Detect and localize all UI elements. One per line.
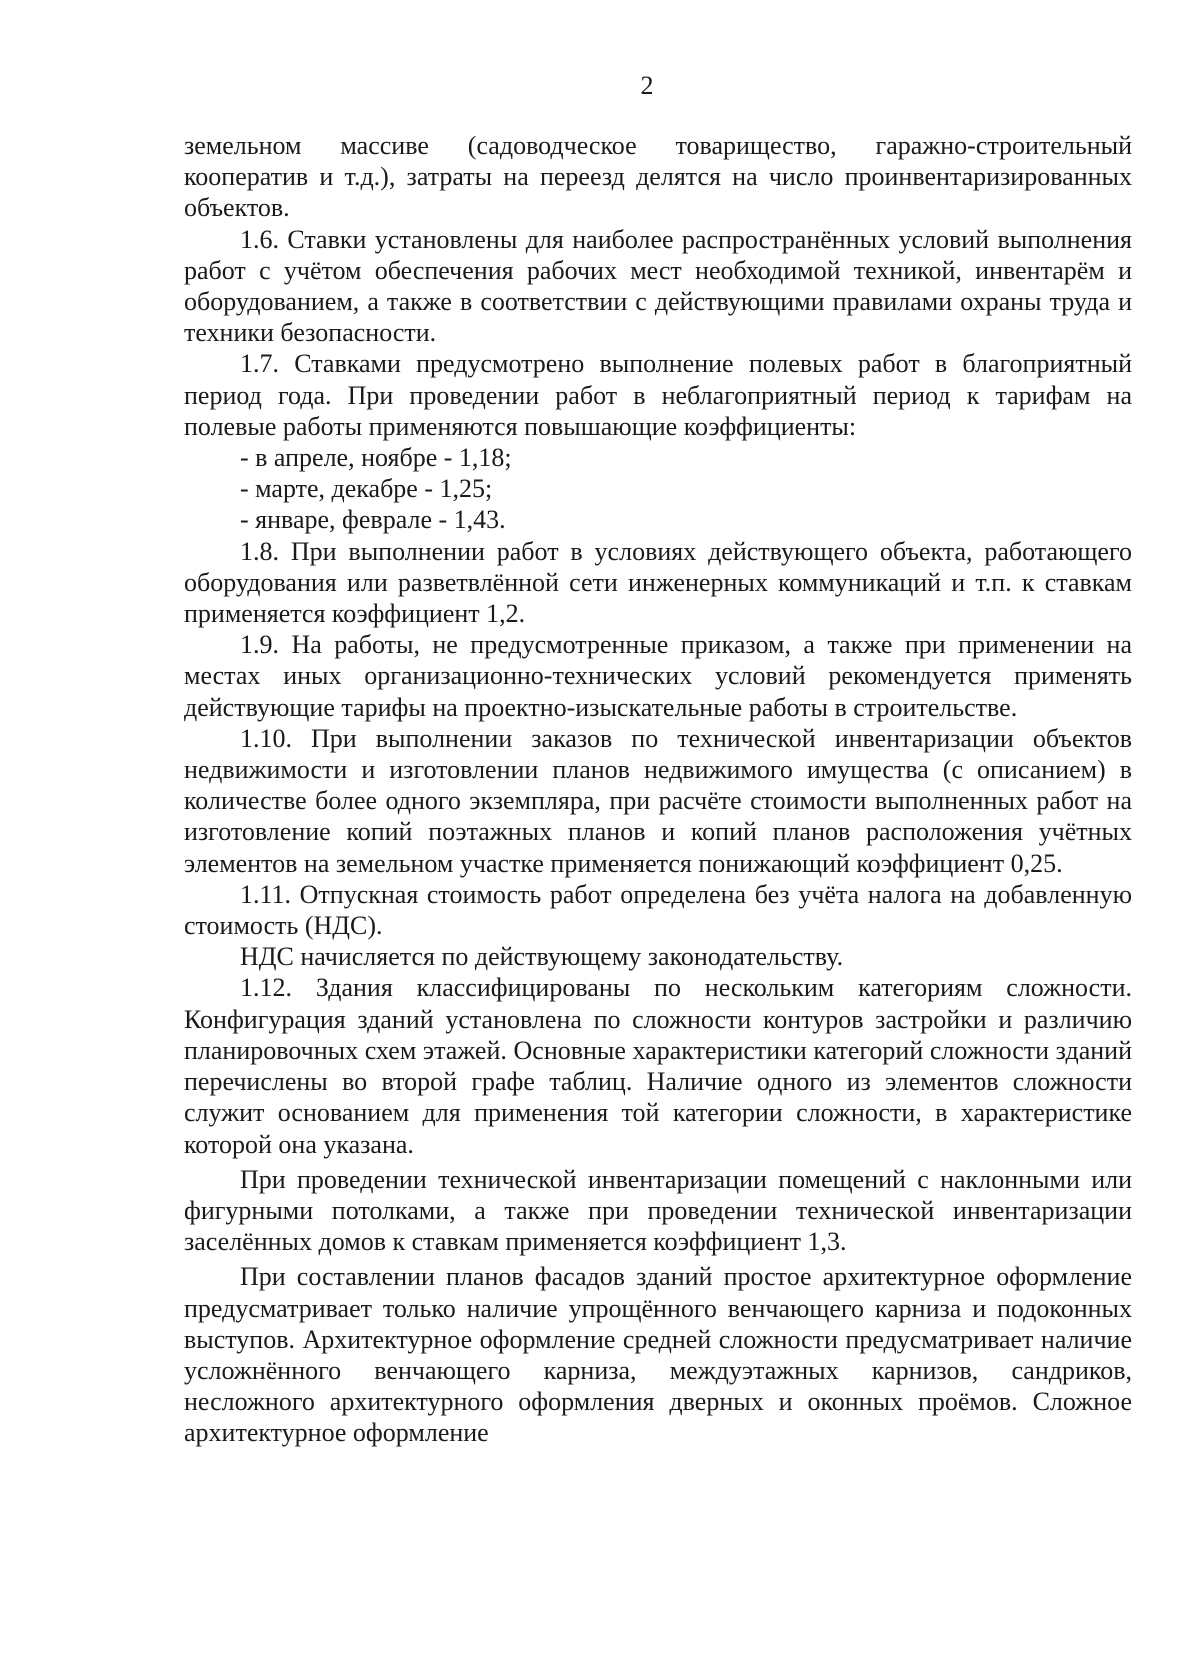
paragraph-1-7: 1.7. Ставками предусмотрено выполнение полевых работ в благоприятный период года. При проведении работ в неблагоприятный период к тарифам на полевые работы применяются повышающие коэффициенты: — [184, 349, 1132, 441]
list-item-april-november: - в апреле, ноябре - 1,18; — [240, 443, 512, 473]
paragraph-1-8: 1.8. При выполнении работ в условиях действующего объекта, работающего оборудования или разветвлённой сети инженерных коммуникаций и т.п. к ставкам применяется коэффициент 1,2. — [184, 536, 1132, 629]
paragraph-1-11: 1.11. Отпускная стоимость работ определена без учёта налога на добавленную стоимость (НДС). — [184, 879, 1132, 941]
paragraph-vat: НДС начисляется по действующему законодательству. — [240, 942, 844, 972]
paragraph-facade-plans: При составлении планов фасадов зданий простое архитектурное оформление предусматривает только наличие упрощённого венчающего карниза и подоконных выступов. Архитектурное оформление средней сложности предусматривает наличие усложнённого венчающего карниза, междуэтажных карнизов, сандриков, несложного архитектурного оформления дверных и оконных проёмов. Сложное архитектурное оформление — [184, 1262, 1132, 1448]
paragraph-land-plot-continuation: земельном массиве (садоводческое товарищество, гаражно-строительный кооператив и т.д.), затраты на переезд делятся на число проинвентаризированных объектов. — [184, 131, 1132, 223]
list-item-march-december: - марте, декабре - 1,25; — [240, 474, 493, 504]
page-number: 2 — [640, 71, 654, 100]
paragraph-1-9: 1.9. На работы, не предусмотренные приказом, а также при применении на местах иных организационно-технических условий рекомендуется применять действующие тарифы на проектно-изыскательные работы в строительстве. — [184, 630, 1132, 722]
document-body — [184, 130, 1132, 1449]
paragraph-1-12: 1.12. Здания классифицированы по нескольким категориям сложности. Конфигурация зданий установлена по сложности контуров застройки и различию планировочных схем этажей. Основные характеристики категорий сложности зданий перечислены во второй графе таблиц. Наличие одного из элементов сложности служит основанием для применения той категории сложности, в характеристике которой она указана. — [184, 973, 1132, 1159]
paragraph-1-6: 1.6. Ставки установлены для наиболее распространённых условий выполнения работ с учётом обеспечения рабочих мест необходимой техникой, инвентарём и оборудованием, а также в соответствии с действующими правилами охраны труда и техники безопасности. — [184, 224, 1132, 348]
paragraph-inclined-ceilings: При проведении технической инвентаризации помещений с наклонными или фигурными потолками, а также при проведении технической инвентаризации заселённых домов к ставкам применяется коэффициент 1,3. — [184, 1164, 1132, 1257]
list-item-january-february: - январе, феврале - 1,43. — [240, 505, 506, 535]
paragraph-1-10: 1.10. При выполнении заказов по технической инвентаризации объектов недвижимости и изготовлении планов недвижимого имущества (с описанием) в количестве более одного экземпляра, при расчёте стоимости выполненных работ на изготовление копий поэтажных планов и копий планов расположения учётных элементов на земельном участке применяется понижающий коэффициент 0,25. — [184, 723, 1132, 878]
